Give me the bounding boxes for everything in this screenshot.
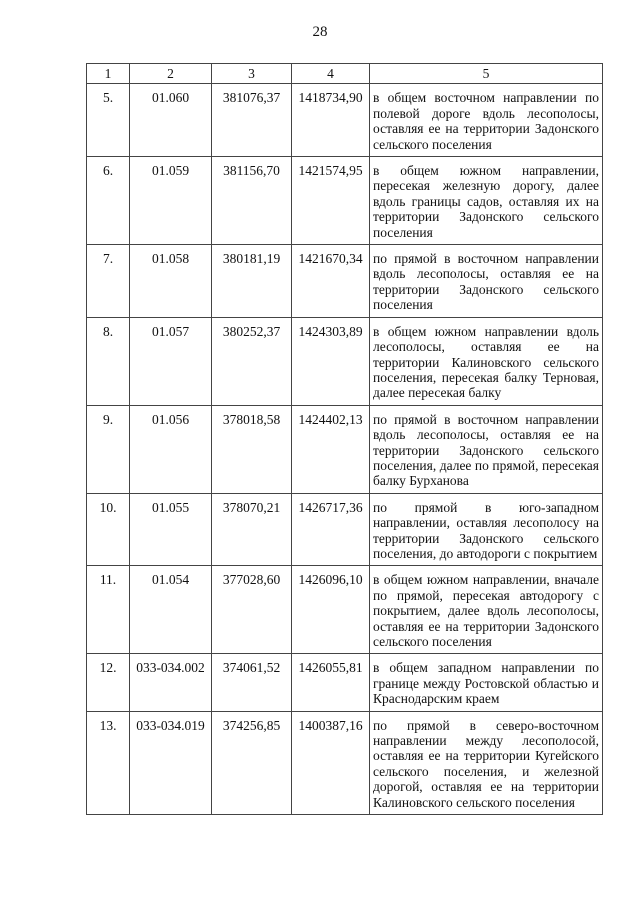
table-row [87, 654, 603, 711]
boundary-description: в общем южном направлении, пересекая железную дорогу, далее вдоль границы садов, оставляя их на территории Задонского сельского поселения [370, 157, 603, 245]
coordinate-y: 1400387,16 [292, 711, 370, 814]
boundary-description: по прямой в восточном направлении вдоль лесополосы, оставляя ее на территории Задонского сельского поселения, далее по прямой, пересекая балку Бурханова [370, 405, 603, 493]
coordinate-y: 1426055,81 [292, 654, 370, 711]
row-number: 5. [87, 84, 130, 157]
table-row [87, 405, 603, 493]
row-number: 6. [87, 157, 130, 245]
table-header-row [87, 64, 603, 84]
point-code: 01.058 [130, 245, 212, 318]
row-number: 13. [87, 711, 130, 814]
table-row [87, 493, 603, 566]
point-code: 033-034.002 [130, 654, 212, 711]
boundary-description: по прямой в восточном направлении вдоль лесополосы, оставляя ее на территории Задонского сельского поселения [370, 245, 603, 318]
boundary-description: в общем южном направлении, вначале по прямой, пересекая автодорогу с покрытием, далее вдоль лесополосы, оставляя ее на территории Задонского сельского поселения [370, 566, 603, 654]
table-row [87, 317, 603, 405]
coordinate-y: 1418734,90 [292, 84, 370, 157]
boundary-description: в общем восточном направлении по полевой дороге вдоль лесополосы, оставляя ее на территории Задонского сельского поселения [370, 84, 603, 157]
coordinate-x: 381076,37 [212, 84, 292, 157]
header-col-4: 4 [292, 64, 370, 84]
row-number: 12. [87, 654, 130, 711]
point-code: 01.059 [130, 157, 212, 245]
table-row [87, 711, 603, 814]
row-number: 8. [87, 317, 130, 405]
header-col-2: 2 [130, 64, 212, 84]
coordinate-x: 380181,19 [212, 245, 292, 318]
row-number: 10. [87, 493, 130, 566]
coordinate-y: 1424402,13 [292, 405, 370, 493]
coordinate-x: 381156,70 [212, 157, 292, 245]
row-number: 9. [87, 405, 130, 493]
boundary-description: в общем западном направлении по границе между Ростовской областью и Краснодарским краем [370, 654, 603, 711]
page-number: 28 [312, 24, 328, 40]
table-row [87, 157, 603, 245]
boundary-description: по прямой в северо-восточном направлении между лесополосой, оставляя ее на территории Кугейского сельского поселения, и железной дорогой, оставляя ее на территории Калиновского сельского поселения [370, 711, 603, 814]
point-code: 01.054 [130, 566, 212, 654]
point-code: 01.060 [130, 84, 212, 157]
point-code: 01.056 [130, 405, 212, 493]
coordinate-y: 1421670,34 [292, 245, 370, 318]
point-code: 033-034.019 [130, 711, 212, 814]
coordinate-y: 1426717,36 [292, 493, 370, 566]
coordinate-x: 377028,60 [212, 566, 292, 654]
row-number: 7. [87, 245, 130, 318]
table-row [87, 566, 603, 654]
coordinate-y: 1421574,95 [292, 157, 370, 245]
boundary-description: в общем южном направлении вдоль лесополосы, оставляя ее на территории Калиновского сельского поселения, пересекая балку Терновая, далее пересекая балку [370, 317, 603, 405]
point-code: 01.057 [130, 317, 212, 405]
coordinate-x: 380252,37 [212, 317, 292, 405]
table-row [87, 84, 603, 157]
coordinate-y: 1424303,89 [292, 317, 370, 405]
header-col-1: 1 [87, 64, 130, 84]
coordinate-x: 378018,58 [212, 405, 292, 493]
coordinate-x: 374256,85 [212, 711, 292, 814]
boundary-description: по прямой в юго-западном направлении, оставляя лесополосу на территории Задонского сельского поселения, до автодороги с покрытием [370, 493, 603, 566]
coordinate-x: 374061,52 [212, 654, 292, 711]
coordinate-x: 378070,21 [212, 493, 292, 566]
header-col-5: 5 [370, 64, 603, 84]
coordinate-y: 1426096,10 [292, 566, 370, 654]
point-code: 01.055 [130, 493, 212, 566]
table-row [87, 245, 603, 318]
row-number: 11. [87, 566, 130, 654]
header-col-3: 3 [212, 64, 292, 84]
boundary-table [86, 63, 603, 815]
